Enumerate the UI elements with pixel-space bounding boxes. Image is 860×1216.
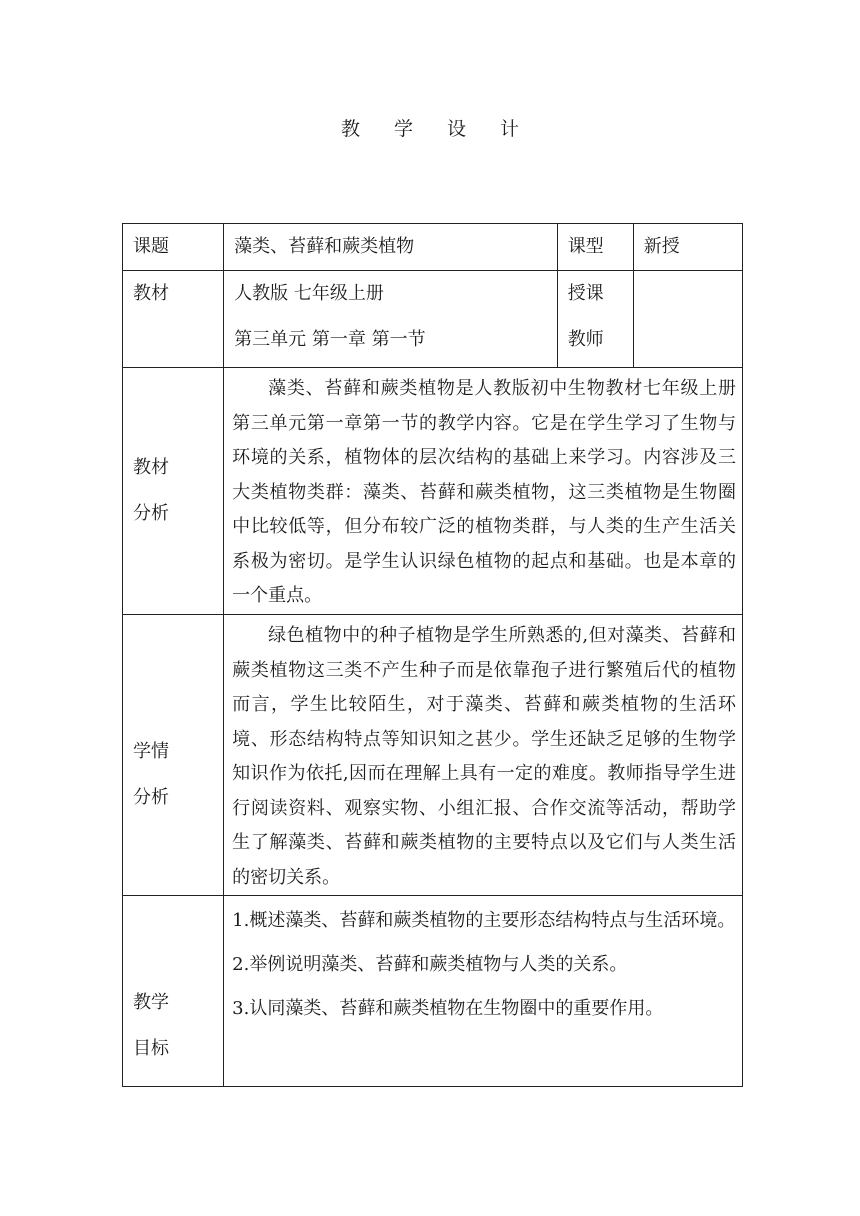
teaching-goals-list [224,896,742,1026]
teaching-goals-label-cell [123,896,224,1087]
topic-label: 课题 [133,236,169,257]
student-analysis-label-line2: 分析 [133,787,169,808]
textbook-analysis-text: 藻类、苔藓和蕨类植物是人教版初中生物教材七年级上册第三单元第一章第一节的教学内容。它是在学生学习了生物与环境的关系，植物体的层次结构的基础上来学习。内容涉及三大类植物类群：藻类、苔藓和蕨类植物，这三类植物是生物圈中比较低等，但分布较广泛的植物类群，与人类的生产生活关系极为密切。是学生认识绿色植物的起点和基础。也是本章的一个重点。 [232,378,736,606]
document-title: 教 学 设 计 [340,118,534,140]
teacher-label-line1: 授课 [567,283,604,304]
lesson-type-value-cell [633,224,742,271]
goal-item: 2.举例说明藻类、苔藓和蕨类植物与人类的关系。 [232,954,628,975]
teaching-goals-label-line2: 目标 [133,1038,169,1059]
topic-value-cell [224,224,558,271]
student-analysis-label-line1: 学情 [133,741,169,762]
lesson-type-value: 新授 [643,236,680,257]
teaching-goals-cell [224,896,743,1087]
textbook-analysis-label-line1: 教材 [133,457,169,478]
textbook-analysis-label-line2: 分析 [133,503,169,524]
student-analysis-text-cell [224,615,743,896]
lesson-plan-table [122,223,743,1087]
teaching-goals-row [123,896,743,1087]
textbook-analysis-label-cell [123,368,224,615]
lesson-type-label: 课型 [567,236,604,257]
topic-label-cell [123,224,224,271]
teacher-label-line2: 教师 [567,329,604,350]
textbook-analysis-row [123,368,743,615]
student-analysis-text: 绿色植物中的种子植物是学生所熟悉的,但对藻类、苔藓和蕨类植物这三类不产生种子而是依靠孢子进行繁殖后代的植物而言，学生比较陌生，对于藻类、苔藓和蕨类植物的生活环境、形态结构特点等知识知之甚少。学生还缺乏足够的生物学知识作为依托,因而在理解上具有一定的难度。教师指导学生进行阅读资料、观察实物、小组汇报、合作交流等活动，帮助学生了解藻类、苔藓和蕨类植物的主要特点以及它们与人类生活的密切关系。 [232,625,736,888]
lesson-type-label-cell [557,224,633,271]
goal-item: 3.认同藻类、苔藓和蕨类植物在生物圈中的重要作用。 [232,998,664,1019]
goal-item: 1.概述藻类、苔藓和蕨类植物的主要形态结构特点与生活环境。 [232,910,736,931]
topic-row [123,224,743,271]
textbook-section: 第三单元 第一章 第一节 [234,329,426,350]
student-analysis-row [123,615,743,896]
textbook-analysis-text-cell [224,368,743,615]
teacher-label-cell [557,271,633,368]
textbook-edition: 人教版 七年级上册 [234,283,384,304]
teacher-value-cell [633,271,742,368]
teacher-value [634,271,742,277]
textbook-value-cell [224,271,558,368]
student-analysis-label-cell [123,615,224,896]
textbook-label: 教材 [133,283,169,304]
textbook-row [123,271,743,368]
textbook-label-cell [123,271,224,368]
topic-value: 藻类、苔藓和蕨类植物 [234,236,415,257]
teaching-goals-label-line1: 教学 [133,992,169,1013]
